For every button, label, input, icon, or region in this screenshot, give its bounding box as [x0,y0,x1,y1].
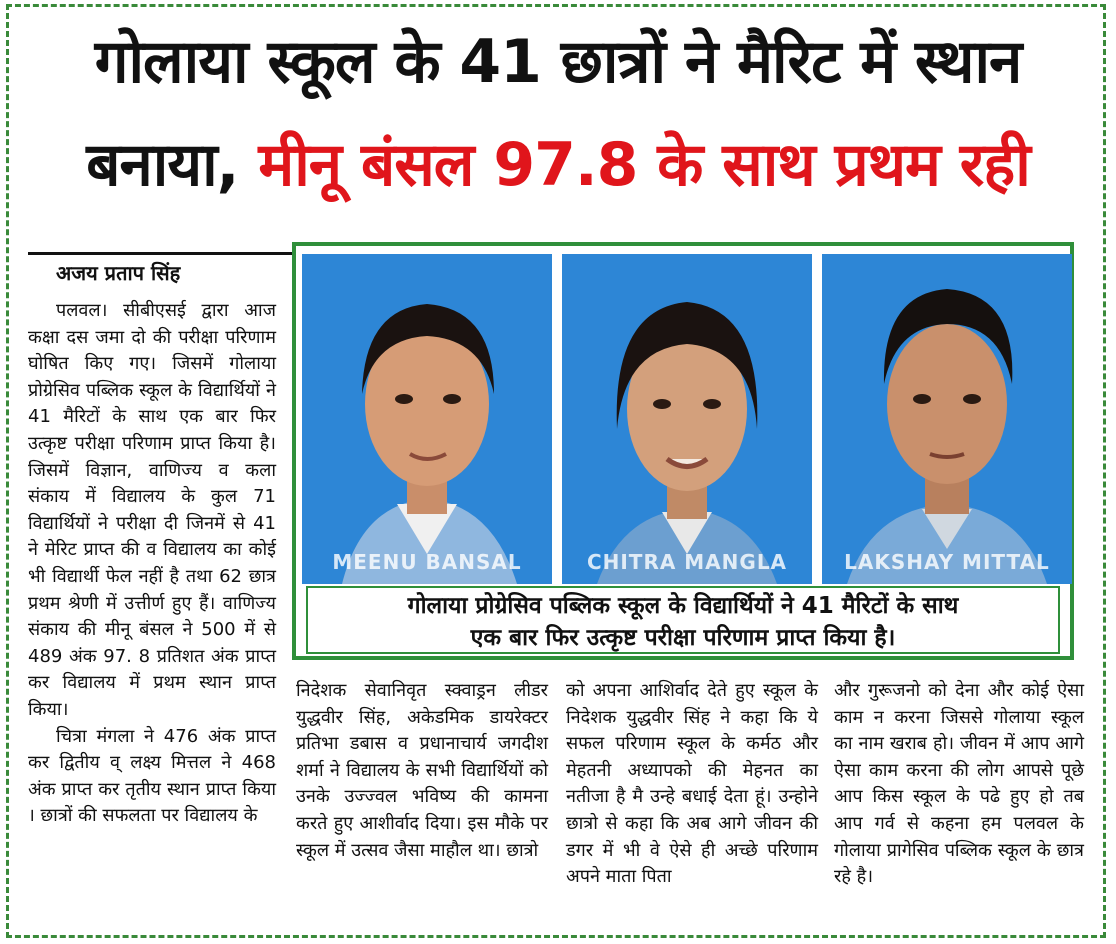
article-column-4: और गुरूजनो को देना और कोई ऐसा काम न करना जिससे गोलाया स्कूल का नाम खराब हो। जीवन में आप आगे ऐसा काम करना की लोग आपसे पूछे आप किस स्कूल के पढे हुए हो तब आप गर्व से कहना हम पलवल के गोलाया प्रागेसिव पब्लिक स्कूल के छात्र रहे है। [834,680,1084,888]
student-portrait-female-2-icon [562,254,812,584]
student-portrait-female-1-icon [302,254,552,584]
headline-red-part: मीनू बंसल 97.8 के साथ प्रथम रही [258,130,1030,200]
headline-line-1: गोलाया स्कूल के 41 छात्रों ने मैरिट में स्थान [94,27,1022,97]
student-photo [562,254,812,584]
photo-watermark: LAKSHAY MITTAL [844,550,1050,574]
photo-watermark: CHITRA MANGLA [586,550,788,574]
article-column-2: निदेशक सेवानिवृत स्क्वाड्रन लीडर युद्धवीर सिंह, अकेडमिक डायरेक्टर प्रतिभा डबास व प्रधानाचार्य जगदीश शर्मा ने विद्यालय के सभी विद्यार्थियों को उनके उज्ज्वल भविष्य की कामना करते हुए आशीर्वाद दिया। इस मौके पर स्कूल में उत्सव जैसा माहौल था। छात्रो [296,680,548,861]
caption-line-2: एक बार फिर उत्कृष्ट परीक्षा परिणाम प्राप्त किया है। [470,625,896,651]
student-photo [302,254,552,584]
caption-line-1: गोलाया प्रोग्रेसिव पब्लिक स्कूल के विद्यार्थियों ने 41 मैरिटों के साथ [407,593,959,619]
headline-black-part: बनाया, [86,130,239,200]
article-paragraph: पलवल। सीबीएसई द्वारा आज कक्षा दस जमा दो की परीक्षा परिणाम घोषित किए गए। जिसमें गोलाया प्रोग्रेसिव पब्लिक स्कूल के विद्यार्थियों ने 41 मैरिटों के साथ एक बार फिर उत्कृष्ट परीक्षा परिणाम प्राप्त किया है। जिसमें विज्ञान, वाणिज्य व कला संकाय में विद्यालय के कुल 71 विद्यार्थियों ने परीक्षा दी जिनमें से 41 ने मेरिट प्राप्त की व विद्यालय का कोई भी विद्यार्थी फेल नहीं है तथा 62 छात्र प्रथम श्रेणी में उत्तीर्ण हुए हैं। वाणिज्य संकाय की मीनू बंसल ने 500 में से 489 अंक 97. 8 प्रतिशत अंक प्राप्त कर विद्यालय में प्रथम स्थान प्राप्त किया। [28,300,276,720]
headline-line-2 [0,125,1116,205]
byline: अजय प्रताप सिंह [28,252,543,288]
article-paragraph: चित्रा मंगला ने 476 अंक प्राप्त कर द्वितीय व् लक्ष्य मित्तल ने 468 अंक प्राप्त कर तृतीय स्थान प्राप्त किया । छात्रों की सफलता पर विद्यालय के [28,725,276,827]
student-photo [822,254,1072,584]
photo-panel [292,242,1074,660]
article-column-3: को अपना आशिर्वाद देते हुए स्कूल के निदेशक युद्धवीर सिंह ने कहा कि ये सफल परिणाम स्कूल के कर्मठ और मेहतनी अध्यापको की मेहनत का नतीजा है मै उन्हे बधाई देता हूं। उन्होने छात्रो से कहा कि अब आगे जीवन की डगर में भी वे ऐसे ही अच्छे परिणाम अपने माता पिता [566,680,818,888]
photo-watermark: MEENU BANSAL [332,550,522,574]
student-portrait-male-icon [822,254,1072,584]
photo-caption [306,586,1060,654]
article-column-1 [28,298,276,830]
